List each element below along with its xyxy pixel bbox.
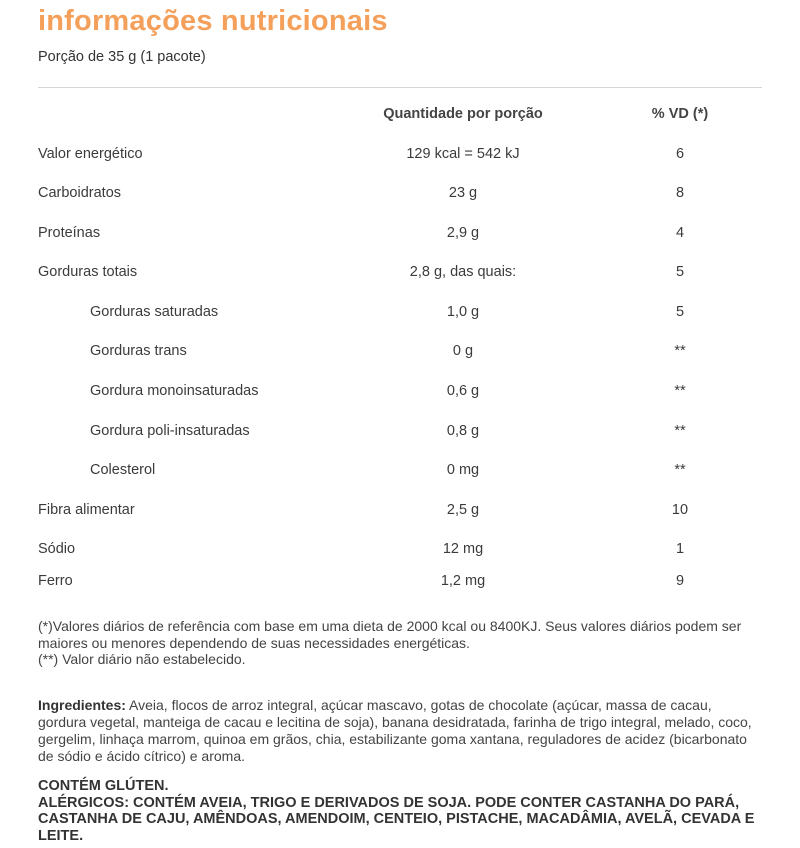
table-row: [38, 185, 762, 205]
nutrient-amount: 0 mg: [446, 462, 480, 478]
table-row: [38, 264, 762, 284]
nutrient-vd: **: [674, 462, 686, 478]
nutrient-name: Fibra alimentar: [38, 502, 135, 518]
nutrient-amount: 0,6 g: [446, 383, 480, 399]
table-row: [38, 225, 762, 245]
nutrient-name: Gorduras totais: [38, 264, 138, 280]
divider: [38, 87, 762, 88]
nutrient-amount: 23 g: [448, 185, 478, 201]
nutrient-vd: 6: [675, 146, 685, 162]
header-vd: % VD (*): [651, 106, 709, 122]
table-row: [38, 146, 762, 166]
nutrient-name: Gordura monoinsaturadas: [90, 383, 259, 399]
nutrient-vd: 4: [675, 225, 685, 241]
nutrient-vd: 5: [675, 264, 685, 280]
nutrient-vd: 8: [675, 185, 685, 201]
nutrient-amount: 2,5 g: [446, 502, 480, 518]
nutrient-amount: 1,2 mg: [440, 573, 486, 589]
ingredients-label: Ingredientes:: [38, 697, 126, 713]
nutrient-vd: **: [674, 423, 686, 439]
ingredients: [38, 697, 762, 765]
nutrient-amount: 2,8 g, das quais:: [409, 264, 517, 280]
nutrient-amount: 0,8 g: [446, 423, 480, 439]
nutrient-name: Carboidratos: [38, 185, 122, 201]
nutrient-vd: 9: [675, 573, 685, 589]
nutrient-name: Proteínas: [38, 225, 101, 241]
table-header: [38, 106, 762, 126]
serving-size: Porção de 35 g (1 pacote): [38, 49, 206, 65]
footnote-not-established: (**) Valor diário não estabelecido.: [38, 651, 246, 667]
header-amount: Quantidade por porção: [383, 106, 543, 122]
nutrient-name: Ferro: [38, 573, 73, 589]
nutrient-name: Sódio: [38, 541, 76, 557]
footnotes: [38, 618, 762, 668]
page-title: informações nutricionais: [38, 5, 388, 37]
table-row: [38, 383, 762, 403]
table-row: [38, 502, 762, 522]
ingredients-text: Aveia, flocos de arroz integral, açúcar mascavo, gotas de chocolate (açúcar, massa de cacau, gordura vegetal, manteiga de cacau e lecitina de soja), banana desidratada, farinha de trigo integral, melado, coco, gergelim, linhaça marrom, quinoa em grãos, chia, estabilizante goma xantana, reguladores de acidez (bicarbonato de sódio e ácido cítrico) e aroma.: [38, 697, 752, 764]
allergen-warning: ALÉRGICOS: CONTÉM AVEIA, TRIGO E DERIVADOS DE SOJA. PODE CONTER CASTANHA DO PARÁ, CASTANHA DE CAJU, AMÊNDOAS, AMENDOIM, CENTEIO, PISTACHE, MACADÂMIA, AVELÃ, CEVADA E LEITE.: [38, 794, 755, 844]
nutrient-amount: 12 mg: [442, 541, 484, 557]
table-row: [38, 304, 762, 324]
nutrient-amount: 129 kcal = 542 kJ: [406, 146, 520, 162]
nutrient-vd: 10: [671, 502, 689, 518]
nutrient-vd: **: [674, 383, 686, 399]
nutrient-name: Gordura poli-insaturadas: [90, 423, 250, 439]
nutrient-vd: 5: [675, 304, 685, 320]
table-row: [38, 343, 762, 363]
nutrient-name: Gorduras trans: [90, 343, 187, 359]
nutrient-amount: 0 g: [452, 343, 474, 359]
nutrient-name: Gorduras saturadas: [90, 304, 219, 320]
nutrient-name: Valor energético: [38, 146, 143, 162]
table-row: [38, 573, 762, 593]
table-row: [38, 541, 762, 561]
table-row: [38, 462, 762, 482]
allergens: [38, 778, 762, 844]
nutrient-vd: 1: [675, 541, 685, 557]
table-row: [38, 423, 762, 443]
nutrient-name: Colesterol: [90, 462, 156, 478]
nutrient-vd: **: [674, 343, 686, 359]
footnote-daily-values: (*)Valores diários de referência com base em uma dieta de 2000 kcal ou 8400KJ. Seus valores diários podem ser maiores ou menores dependendo de suas necessidades energéticas.: [38, 618, 742, 651]
gluten-warning: CONTÉM GLÚTEN.: [38, 778, 169, 794]
nutrient-amount: 2,9 g: [446, 225, 480, 241]
nutrient-amount: 1,0 g: [446, 304, 480, 320]
